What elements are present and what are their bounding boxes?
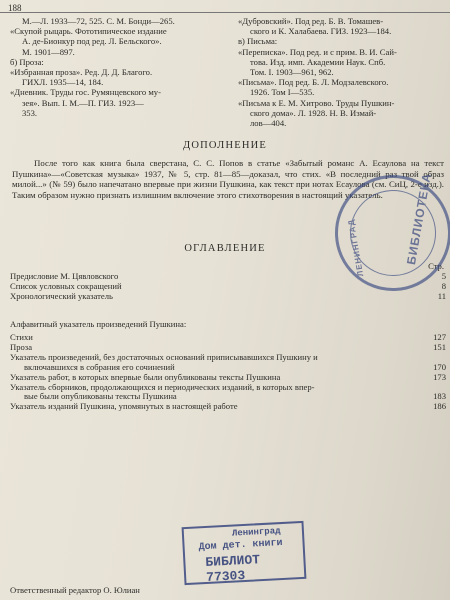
toc-entry-page: 173 — [433, 371, 446, 382]
addendum-heading: ДОПОЛНЕНИЕ — [182, 140, 268, 151]
toc-entry-page: 8 — [441, 280, 446, 291]
toc-entry-title: Указатель изданий Пушкина, упомянутых в настоящей работе — [10, 401, 238, 412]
right-column — [238, 16, 444, 128]
toc-entry — [10, 292, 446, 302]
toc-entry-title: Указатель сборников, продолжающихся и периодических изданий, в которых впер- — [10, 381, 315, 392]
toc-page-header: Стр. — [428, 261, 444, 271]
responsible-editor-line: Ответственный редактор О. Юлиан — [10, 585, 140, 595]
bibliography-line: лов—404. — [250, 118, 287, 129]
bibliography-line: в) Письма: — [238, 36, 278, 47]
toc-entry — [10, 333, 446, 343]
toc-entry-title: Проза — [10, 341, 33, 352]
toc-heading: ОГЛАВЛЕНИЕ — [184, 243, 266, 254]
addendum-paragraph: После того как книга была сверстана, С. С. Попов в статье «Забытый романс А. Есаулова на текст Пушкина»—«Советская музыка» 1937, № 5, стр. 81—85—доказал, что стих. «В последний раз твой образ милой...» (№ 59) было напечатано впервые при жизни Пушкина, как текст при нотах Есаулова (см. СиЦ, 2-е изд.). Таким образом нужно признать излишним включение этого стихотворения в настоящий указатель. — [12, 158, 444, 200]
toc-main-section — [10, 333, 446, 412]
toc-entry-title: включавшихся в собрания его сочинений — [24, 361, 175, 372]
bibliography-line: А. де-Бионкур под ред. Л. Бельского». — [22, 36, 162, 47]
toc-entry-title: Предисловие М. Цявловского — [10, 270, 119, 281]
bibliography-line: б) Проза: — [10, 56, 44, 67]
toc-entry-page: 151 — [433, 341, 446, 352]
toc-entry-page: 127 — [433, 332, 446, 342]
rect-stamp-line2: Дом дет. книги — [198, 537, 283, 554]
bibliography-line: ского и К. Халабаева. ГИЗ. 1923—184. — [250, 26, 392, 37]
round-stamp-top-text: БИБЛИОТЕКА — [404, 171, 435, 266]
bibliography-line: 1926. Том I—535. — [250, 87, 315, 98]
rect-stamp-line3: БИБЛИОТ 77303 — [205, 552, 261, 585]
toc-entry — [10, 402, 446, 412]
toc-entry-page: 170 — [433, 361, 446, 372]
bibliography-line: «Письма к Е. М. Хитрово. Труды Пушкин- — [238, 97, 395, 108]
bibliography-line: «Избранная проза». Ред. Д. Д. Благого. — [10, 67, 153, 78]
bibliography-line: Том. I. 1903—961, 962. — [250, 67, 334, 78]
toc-entry-title: Указатель произведений, без достаточных оснований приписывавшихся Пушкину и — [10, 351, 318, 362]
bibliography-line: «Скупой рыцарь. Фототипическое издание — [10, 26, 167, 37]
alphabetical-index-title: Алфавитный указатель произведений Пушкина: — [10, 319, 187, 329]
top-rule — [0, 12, 450, 13]
bibliography-line: М. 1901—897. — [22, 46, 75, 57]
toc-entry-page: 186 — [433, 401, 446, 412]
toc-entry-title: Список условных сокращений — [10, 280, 122, 291]
page-number: 188 — [8, 3, 22, 13]
left-column — [10, 16, 210, 118]
rect-stamp-line1: Ленинград — [231, 526, 281, 539]
bibliography-line: това. Изд. имп. Академии Наук. Спб. — [250, 56, 386, 67]
toc-entry-title: Стихи — [10, 332, 33, 342]
bibliography-line: 353. — [22, 107, 38, 118]
bibliography-line: «Дубровский». Под ред. Б. В. Томашев- — [238, 16, 384, 26]
toc-entry-page: 11 — [437, 290, 446, 301]
bibliography-line: ГИХЛ. 1935—14, 184. — [22, 77, 104, 88]
toc-entry-title: вые были опубликованы тексты Пушкина — [24, 391, 177, 402]
bibliography-line: «Дневник. Труды гос. Румянцевского му- — [10, 87, 161, 98]
round-stamp-side-text: ЛЕНИНГРАД — [346, 218, 366, 278]
bibliography-line: «Переписка». Под ред. и с прим. В. И. Сай- — [238, 46, 397, 57]
toc-entry-page: 5 — [441, 270, 446, 281]
bibliography-line: ского дома». Л. 1928. Н. В. Измай- — [250, 107, 377, 118]
bibliography-line: зея». Вып. I. М.—П. ГИЗ. 1923— — [22, 97, 144, 108]
bibliography-line: «Письма». Под ред. Б. Л. Модзалевского. — [238, 77, 389, 88]
toc-entry-title: Указатель работ, в которых впервые были опубликованы тексты Пушкина — [10, 371, 281, 382]
toc-entry-title: Хронологический указатель — [10, 290, 113, 301]
toc-entry-page: 183 — [433, 391, 446, 402]
bibliography-line: М.—Л. 1933—72, 525. С. М. Бонди—265. — [22, 16, 175, 26]
library-rect-stamp — [182, 521, 307, 585]
